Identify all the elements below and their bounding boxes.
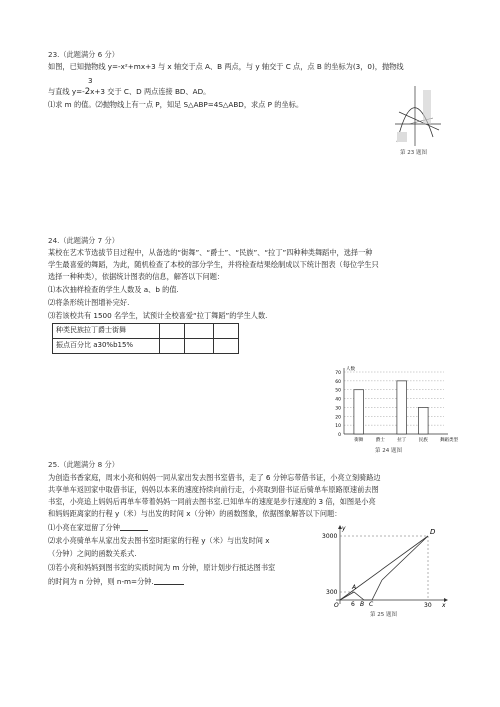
- x-tick-label: 街舞: [354, 438, 364, 443]
- table-cell: [185, 339, 214, 354]
- bar: [418, 407, 428, 434]
- table-cell: [160, 339, 185, 354]
- y-tick-label: 40: [335, 397, 341, 403]
- q25-label-6: 6: [351, 601, 355, 608]
- q25-son-line: [340, 580, 382, 600]
- y-tick-label: 70: [335, 371, 341, 376]
- x-tick-label: 爵士: [375, 438, 385, 443]
- y-tick-label: 30: [335, 406, 341, 412]
- q24-sub1: ⑴本次抽样检查的学生人数及 a、b 的值.: [48, 285, 179, 294]
- q23-line: [399, 112, 439, 130]
- q25-label-300: 300: [326, 589, 338, 596]
- q25-title: 25.（此题满分 8 分）: [48, 460, 119, 469]
- q25-p3: 书室，小亮追上妈妈后再单车带着妈妈一同前去图书室.已知单车的速度是步行速度的 3 倍，如图是小亮: [48, 497, 376, 506]
- q24-table: [52, 323, 239, 354]
- q25-label-x: x: [442, 602, 446, 608]
- x-tick-label: 拉丁: [397, 438, 407, 443]
- table-row: [53, 339, 239, 354]
- table-cell: 振点百分比 a30%b15%: [53, 339, 160, 354]
- table-cell: 种类民族拉丁爵士街舞: [53, 324, 160, 339]
- q23-caption: 第 23 题图: [400, 150, 427, 156]
- y-tick-label: 0: [338, 433, 341, 438]
- bar: [354, 390, 364, 434]
- q25-label-D: D: [430, 528, 436, 536]
- q25-blank-1[interactable]: [120, 522, 148, 531]
- q25-label-A: A: [352, 584, 357, 591]
- table-cell: [185, 324, 214, 339]
- q24-caption: 第 24 题图: [375, 448, 402, 454]
- table-cell: [214, 339, 239, 354]
- q24-p2: 学生最喜爱的舞蹈，为此，随机检查了本校的部分学生，并将检查结果绘制成以下统计图表（每位学生只: [48, 260, 379, 269]
- q23-shade-2: [397, 132, 407, 142]
- q25-label-C: C: [369, 601, 374, 608]
- q25-p1: 为创造书香家庭，周末小亮和妈妈一同从家出发去图书室借书，走了 6 分钟忘带借书证，小亮立刻骑路边: [48, 473, 381, 482]
- q25-label-y: y: [342, 525, 346, 532]
- q24-p3: 选择一种种类），依据统计图表的信息，解答以下问题：: [48, 272, 225, 281]
- q25-caption: 第 25 题图: [370, 612, 397, 618]
- q23-line2: [48, 87, 210, 98]
- q25-sub3b-text: 的时间为 n 分钟，则 n-m=分钟.: [48, 577, 154, 586]
- q25-sub2b: （分钟）之间的函数关系式.: [48, 549, 137, 558]
- q25-sub3a: ⑶若小亮和妈妈到图书室的实质时间为 m 分钟，原计划步行抵达图书室: [48, 563, 276, 572]
- x-tick-label: 民族: [418, 438, 428, 443]
- table-row: [53, 324, 239, 339]
- q25-sub1-text: ⑴小亮在家逗留了分钟: [48, 523, 120, 532]
- q24-title: 24.（此题满分 7 分）: [48, 236, 119, 245]
- q25-together-line: [382, 536, 428, 580]
- table-cell: [160, 324, 185, 339]
- q25-sub1: [48, 522, 148, 533]
- y-axis-label: 人数: [346, 367, 355, 372]
- q23-shade: [423, 90, 431, 124]
- q25-graph: [318, 524, 450, 608]
- q24-p1: 某校在艺术节选拔节目过程中，从备选的“街舞”、“爵士”、“民族”、“拉丁”四种种类舞蹈中，选择一种: [48, 248, 373, 257]
- q24-sub2: ⑵将条形统计图增补完好.: [48, 298, 130, 307]
- q25-sub2a: ⑵求小亮骑单车从家出发去图书室时距家的行程 y（米）与出发时间 x: [48, 536, 270, 545]
- y-tick-label: 60: [335, 379, 341, 385]
- q25-p2: 共享单车返回家中取借书证，妈妈以本来的速度持续向前行走，小亮取到借书证后骑单车原路原速前去图: [48, 485, 379, 494]
- y-tick-label: 50: [335, 388, 341, 394]
- q23-line2-part-c: x+3 交于 C、D 两点连接 BD、AD。: [90, 87, 211, 96]
- q25-label-30: 30: [424, 602, 432, 608]
- q23-fraction-top: 3: [88, 76, 93, 85]
- x-axis-label: 舞蹈类型: [440, 438, 458, 443]
- q25-blank-2[interactable]: [154, 576, 184, 585]
- q25-p4: 和妈妈距离家的行程 y（米）与出发的时间 x（分钟）的函数图象，依据图象解答以下问题：: [48, 509, 342, 518]
- q23-title: 23.（此题满分 6 分）: [48, 50, 119, 59]
- y-tick-label: 20: [335, 415, 341, 421]
- q24-bar-chart: [330, 364, 460, 448]
- y-tick-label: 10: [335, 424, 341, 430]
- table-cell: [214, 324, 239, 339]
- q23-line2-part-b: 2: [84, 87, 91, 97]
- q23-line2-part-a: 与直线 y=-: [48, 87, 85, 96]
- q25-label-3000: 3000: [322, 533, 338, 540]
- q23-line1: 如图，已知抛物线 y=-x²+mx+3 与 x 轴交于点 A、B 两点，与 y 轴交于 C 点，点 B 的坐标为(3，0)，抛物线: [48, 62, 404, 71]
- q23-figure: [393, 82, 443, 148]
- q25-sub3b: [48, 576, 184, 587]
- q25-label-B: B: [360, 601, 365, 608]
- q25-label-origin: O: [334, 602, 339, 608]
- q24-sub3: ⑶若该校共有 1500 名学生，试预计全校喜爱“拉丁舞蹈”的学生人数.: [48, 311, 268, 320]
- bar: [397, 381, 407, 434]
- q23-line3: ⑴求 m 的值。⑵抛物线上有一点 P，知足 S△ABP=4S△ABD，求点 P 的坐标。: [48, 100, 304, 109]
